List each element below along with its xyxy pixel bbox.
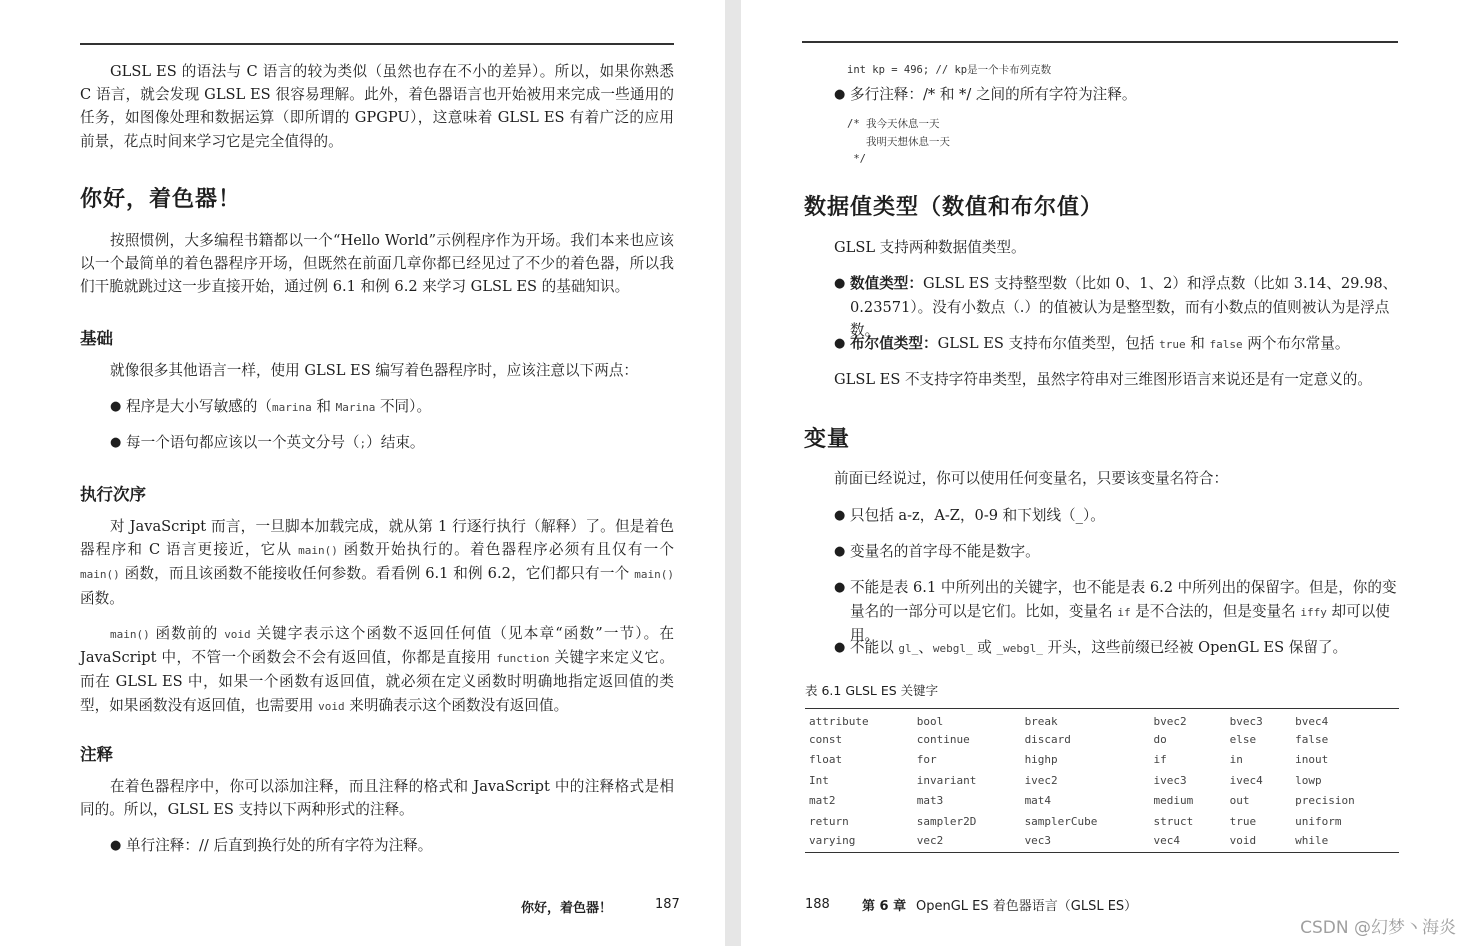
bullet-multi-line-comment: ● 多行注释：/* 和 */ 之间的所有字符为注释。 [834, 83, 1394, 107]
footer-chapter-title: OpenGL ES 着色器语言（GLSL ES） [916, 899, 1138, 914]
table-row [805, 729, 1399, 750]
variables-paragraph: 前面已经说过，你可以使用任何变量名，只要该变量名符合： [834, 470, 1229, 487]
bullet-dot-icon: ● [834, 87, 846, 102]
table-cell: ivec3 [1153, 773, 1187, 787]
table-cell: return [809, 814, 849, 828]
footer-chapter: 第 6 章 [862, 899, 907, 914]
table-caption: 表 6.1 GLSL ES 关键字 [805, 683, 939, 698]
table-cell: vec2 [916, 833, 944, 847]
bullet-boolean-type: ● 布尔值类型：GLSL ES 支持布尔值类型，包括 true 和 false 两个布尔常量。 [834, 332, 1400, 357]
bullet-dot-icon: ● [110, 838, 122, 853]
bullet-allowed-chars: ● 只包括 a-z，A-Z，0-9 和下划线（_）。 [834, 504, 1400, 528]
table-cell: precision [1295, 794, 1355, 808]
table-row [805, 811, 1399, 832]
table-cell: bvec2 [1153, 714, 1187, 728]
table-row [805, 770, 1399, 791]
void-paragraph: main() 函数前的 void 关键字表示这个函数不返回任何值（见本章“函数”一节）。在 JavaScript 中，不管一个函数会不会有返回值，你都是直接用 function 关键字来定义它。而在 GLSL ES 中，如果一个函数有返回值，就必须在定义函数时明确地指定返回值的类型，如果函数没有返回值，也需要用 void 来明确表示这个函数没有返回值。 [80, 625, 675, 714]
table-cell: out [1229, 794, 1250, 808]
table-cell: vec4 [1153, 833, 1180, 847]
table-row [805, 832, 1399, 853]
table-cell: lowp [1295, 773, 1322, 787]
bullet-single-line-comment: ● 单行注释：// 后直到换行处的所有字符为注释。 [110, 834, 670, 858]
footer-page-number: 188 [805, 897, 830, 912]
subheading-execution-order: 执行次序 [80, 485, 146, 504]
table-cell: false [1295, 732, 1329, 746]
bullet-dot-icon: ● [834, 640, 846, 655]
table-cell: break [1024, 714, 1058, 728]
footer-page-number: 187 [655, 897, 680, 912]
table-cell: uniform [1295, 814, 1342, 828]
table-cell: vec3 [1024, 833, 1052, 847]
basics-paragraph: 就像很多其他语言一样，使用 GLSL ES 编写着色器程序时，应该注意以下两点： [110, 362, 639, 379]
keywords-table [805, 708, 1399, 853]
table-cell: attribute [809, 714, 869, 728]
section-heading-variables: 变量 [804, 427, 851, 452]
table-cell: if [1153, 753, 1167, 767]
table-cell: bvec3 [1229, 714, 1263, 728]
bullet-dot-icon: ● [110, 399, 122, 414]
hello-paragraph: 按照惯例，大多编程书籍都以一个“Hello World”示例程序作为开场。我们本来也应该以一个最简单的着色器程序开场，但既然在前面几章你都已经见过了不少的着色器，所以我们干脆就跳过这一步直接开始，通过例 6.1 和例 6.2 来学习 GLSL ES 的基础知识。 [80, 232, 674, 296]
table-cell: float [809, 753, 843, 767]
table-cell: struct [1153, 814, 1194, 828]
table-cell: do [1153, 732, 1167, 746]
table-row [805, 791, 1399, 812]
table-cell: bvec4 [1295, 714, 1329, 728]
right-page [741, 0, 1470, 946]
table-cell: true [1229, 814, 1257, 828]
bullet-keywords-rule: ● 不能是表 6.1 中所列出的关键字，也不能是表 6.2 中所列出的保留字。但是，你的变量名的一部分可以是它们。比如，变量名 if 是不合法的，但是变量名 iffy 却可以使用。 [834, 576, 1400, 648]
left-page [0, 0, 725, 946]
bullet-case-sensitive: ● 程序是大小写敏感的（marina 和 Marina 不同）。 [110, 395, 670, 420]
table-cell: discard [1024, 732, 1071, 746]
table-cell: while [1295, 833, 1329, 847]
no-string-paragraph: GLSL ES 不支持字符串类型，虽然字符串对三维图形语言来说还是有一定意义的。 [834, 371, 1372, 388]
table-cell: continue [916, 732, 970, 746]
table-row [805, 709, 1399, 730]
section-heading-data-types: 数据值类型（数值和布尔值） [804, 195, 1104, 220]
section-heading-hello-shader: 你好，着色器！ [80, 187, 242, 212]
bullet-semicolon: ● 每一个语句都应该以一个英文分号（;）结束。 [110, 431, 670, 456]
bullet-numeric-type: ● 数值类型：GLSL ES 支持整型数（比如 0、1、2）和浮点数（比如 3.14、29.98、0.23571）。没有小数点（.）的值被认为是整型数，而有小数点的值则被认为是浮点数。 [834, 272, 1400, 343]
bullet-dot-icon: ● [834, 544, 846, 559]
footer-title: 你好，着色器！ [521, 901, 613, 916]
bullet-reserved-prefix: ● 不能以 gl_、webgl_ 或 _webgl_ 开头，这些前缀已经被 OpenGL ES 保留了。 [834, 636, 1400, 661]
bullet-first-char: ● 变量名的首字母不能是数字。 [834, 540, 1400, 564]
execution-order-paragraph: 对 JavaScript 而言，一旦脚本加载完成，就从第 1 行逐行执行（解释）了。但是着色器程序和 C 语言更接近，它从 main() 函数开始执行的。着色器程序必须有且仅有一个 main() 函数，而且该函数不能接收任何参数。看看例 6.1 和例 6.2，它们都只有一个 main() 函数。 [80, 518, 674, 607]
table-cell: samplerCube [1024, 814, 1098, 828]
table-cell: mat4 [1024, 794, 1052, 808]
table-cell: mat3 [916, 794, 944, 808]
header-rule [802, 41, 1398, 43]
code-single-line-example: int kp = 496; // kp是一个卡布列克数 [847, 64, 1052, 76]
table-cell: ivec2 [1024, 773, 1058, 787]
table-cell: for [916, 753, 937, 767]
table-cell: sampler2D [916, 814, 977, 828]
table-cell: ivec4 [1229, 773, 1263, 787]
table-cell: else [1229, 732, 1257, 746]
table-cell: const [809, 732, 843, 746]
bullet-dot-icon: ● [110, 435, 122, 450]
table-cell: void [1229, 833, 1257, 847]
comments-paragraph: 在着色器程序中，你可以添加注释，而且注释的格式和 JavaScript 中的注释格式是相同的。所以，GLSL ES 支持以下两种形式的注释。 [80, 778, 674, 819]
table-cell: Int [809, 773, 829, 787]
table-cell: highp [1024, 753, 1058, 767]
subheading-basics: 基础 [80, 329, 113, 348]
watermark: CSDN @幻梦丶海炎 [1300, 918, 1456, 938]
bullet-dot-icon: ● [834, 580, 846, 595]
table-cell: varying [809, 833, 856, 847]
table-cell: medium [1153, 794, 1194, 808]
table-row [805, 750, 1399, 771]
bullet-dot-icon: ● [834, 508, 846, 523]
intro-paragraph: GLSL ES 的语法与 C 语言的较为类似（虽然也存在不小的差异）。所以，如果你熟悉 C 语言，就会发现 GLSL ES 很容易理解。此外，着色器语言也开始被用来完成一些通用的任务，如图像处理和数据运算（即所谓的 GPGPU），这意味着 GLSL ES 有着广泛的应用前景，花点时间来学习它是完全值得的。 [80, 63, 674, 150]
table-cell: inout [1295, 753, 1329, 767]
table-cell: in [1229, 753, 1243, 767]
header-rule [80, 43, 674, 45]
table-cell: mat2 [809, 794, 836, 808]
code-multi-line-example: /* 我今天休息一天 我明天想休息一天 */ [847, 118, 950, 165]
bullet-dot-icon: ● [834, 276, 846, 291]
table-cell: invariant [916, 773, 977, 787]
subheading-comments: 注释 [80, 745, 113, 764]
data-types-paragraph: GLSL 支持两种数据值类型。 [834, 239, 1026, 256]
table-cell: bool [916, 714, 944, 728]
bullet-dot-icon: ● [834, 336, 846, 351]
